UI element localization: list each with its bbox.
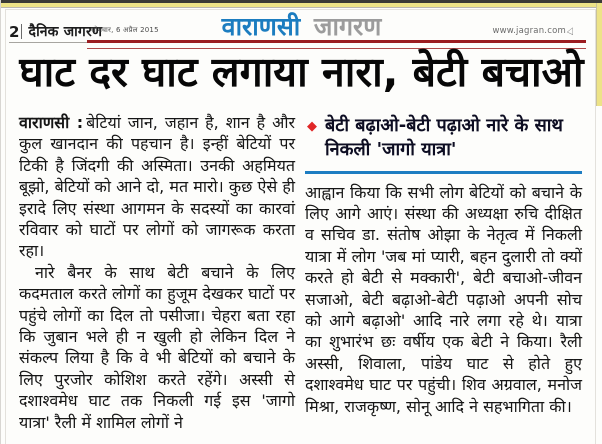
masthead-city: वाराणसी — [221, 12, 301, 41]
website-url: www.jagran.com — [492, 26, 566, 36]
subheadline-text: बेटी बढ़ाओ-बेटी पढ़ाओ नारे के साथ निकली 'जागो यात्रा' — [325, 115, 563, 161]
top-border-thin-line — [1, 7, 602, 8]
body-paragraph-2: नारे बैनर के साथ बेटी बचाने के लिए कदमताल करते लोगों का हुजूम देखकर घाटों पर पहुंचे लोगों का दिल तो पसीजा। चेहरा बता रहा कि जुबान भले ही न खुली हो लेकिन दिल ने संकल्प लिया है कि वे भी बेटियों को बचाने के लिए पुरजोर कोशिश करते रहेंगे। अस्सी से दशाश्वमेध घाट तक निकली गई इस 'जागो यात्रा' रैली में शामिल लोगों ने — [19, 262, 295, 432]
article-columns — [19, 112, 582, 440]
cursor-arrow-icon: ▷ — [565, 25, 578, 36]
left-column — [19, 112, 295, 440]
page-number: 2 — [9, 22, 20, 41]
subheadline-block — [305, 112, 582, 174]
edition-date: सोमवार, 6 अप्रैल 2015 — [91, 26, 159, 34]
body-paragraph-1 — [19, 112, 295, 262]
masthead-word: जागरण — [313, 12, 382, 41]
article-headline: घाट दर घाट लगाया नारा, बेटी बचाओ — [19, 48, 584, 96]
top-border-strip — [1, 0, 602, 9]
body-paragraph-3: आह्वान किया कि सभी लोग बेटियों को बचाने के लिए आगे आएं। संस्था की अध्यक्षा रुचि दीक्षित व सचिव डा. संतोष ओझा के नेतृत्व में निकली यात्रा में लोग 'जब मां प्यारी, बहन दुलारी तो क्यों करते हो बेटी से मक्कारी', बेटी बचाओ-जीवन सजाओ, बेटी बढ़ाओ-बेटी पढ़ाओ अपनी सोच को आगे बढ़ाओ' आदि नारे लगा रहे थे। यात्रा का शुभारंभ छः वर्षीय एक बेटी ने किया। रैली अस्सी, शिवाला, पांडेय घाट से होते हुए दशाश्वमेध घाट पर पहुंची। शिव अग्रवाल, मनोज मिश्रा, राजकृष्ण, सोनू आदि ने सहभागिता की। — [305, 182, 582, 416]
dateline: वाराणसी : — [19, 113, 84, 132]
paragraph-1-text: बेटियां जान, जहान है, शान है और कुल खानदान की पहचान है। इन्हीं बेटियों पर टिकी है जिंदगी की अस्मिता। उनकी अहमियत बूझो, बेटियों को आने दो, मत मारो। कुछ ऐसे ही इरादे लिए संस्था आगमन के सदस्यों का कारवां रविवार को घाटों पर लोगों को जागरूक करता रहा। — [19, 113, 295, 261]
paper-name: दैनिक जागरण — [28, 24, 103, 40]
diamond-bullet-icon: ◆ — [307, 119, 317, 134]
website-link[interactable] — [492, 26, 576, 36]
right-column — [305, 112, 582, 440]
